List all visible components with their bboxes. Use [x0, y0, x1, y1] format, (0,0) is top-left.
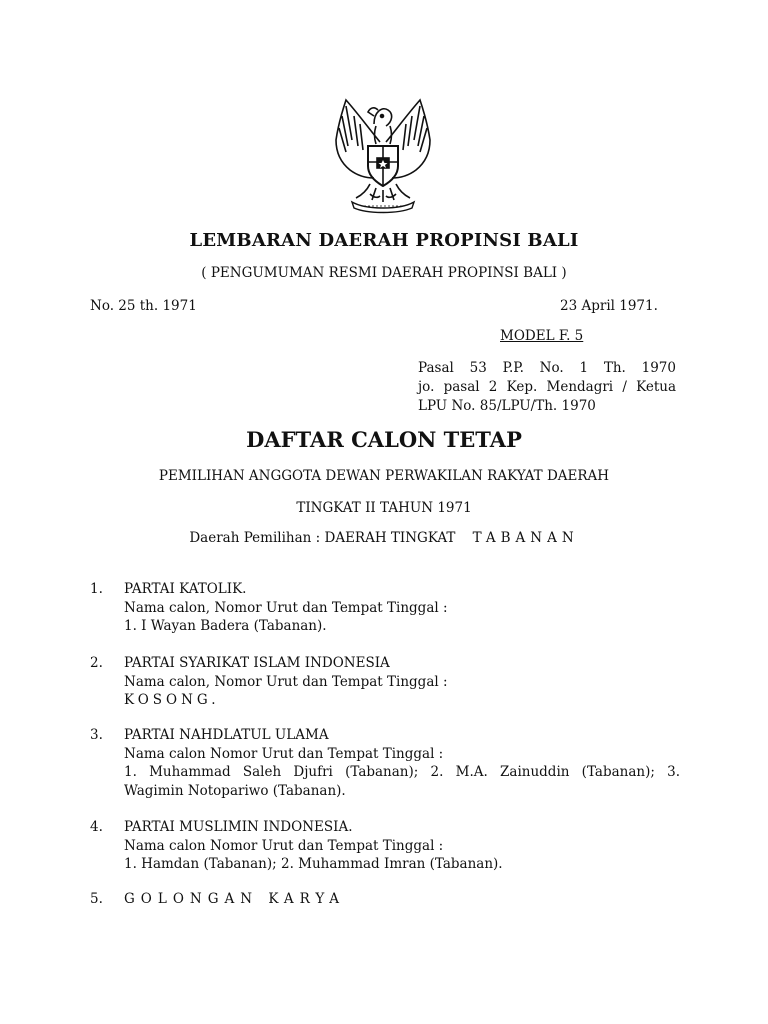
candidate-label: Nama calon, Nomor Urut dan Tempat Tinggal :	[124, 599, 448, 616]
legal-reference	[418, 359, 676, 416]
entry-number: 2.	[90, 655, 103, 671]
candidate-label: Nama calon, Nomor Urut dan Tempat Tinggal :	[124, 673, 448, 690]
party-name: PARTAI NAHDLATUL ULAMA	[124, 727, 329, 743]
entry-number: 1.	[90, 581, 103, 597]
list-item	[90, 580, 680, 636]
entry-number: 5.	[90, 891, 103, 907]
party-name: PARTAI KATOLIK.	[124, 581, 247, 597]
entry-number: 4.	[90, 819, 103, 835]
entry-number: 3.	[90, 727, 103, 743]
list-item	[90, 890, 680, 909]
candidate-line: KOSONG.	[124, 692, 220, 708]
electoral-district	[0, 530, 768, 546]
gazette-number: No. 25 th. 1971	[90, 298, 197, 314]
election-level: TINGKAT II TAHUN 1971	[296, 500, 472, 516]
list-item	[90, 654, 680, 710]
district-prefix: Daerah Pemilihan : DAERAH TINGKAT	[189, 530, 456, 546]
party-name: PARTAI SYARIKAT ISLAM INDONESIA	[124, 655, 390, 671]
main-title: DAFTAR CALON TETAP	[246, 427, 522, 452]
garuda-emblem-icon	[330, 90, 436, 216]
candidate-label: Nama calon Nomor Urut dan Tempat Tinggal :	[124, 837, 444, 854]
legal-line: Pasal 53 P.P. No. 1 Th. 1970	[418, 360, 676, 376]
candidate-line: 1. Hamdan (Tabanan); 2. Muhammad Imran (Tabanan).	[124, 856, 503, 872]
gazette-date: 23 April 1971.	[560, 298, 658, 314]
candidate-line: 1. I Wayan Badera (Tabanan).	[124, 618, 327, 634]
list-item	[90, 818, 680, 874]
list-item	[90, 726, 680, 800]
legal-line: jo. pasal 2 Kep. Mendagri / Ketua	[418, 379, 676, 395]
party-name: PARTAI MUSLIMIN INDONESIA.	[124, 819, 353, 835]
gazette-subtitle: ( PENGUMUMAN RESMI DAERAH PROPINSI BALI )	[201, 265, 567, 281]
election-title: PEMILIHAN ANGGOTA DEWAN PERWAKILAN RAKYAT DAERAH	[158, 468, 610, 484]
model-label: MODEL F. 5	[500, 328, 584, 344]
candidate-line: Wagimin Notopariwo (Tabanan).	[124, 782, 346, 799]
candidate-line: 1. Muhammad Saleh Djufri (Tabanan); 2. M.A. Zainuddin (Tabanan); 3.	[124, 764, 680, 780]
candidate-label: Nama calon Nomor Urut dan Tempat Tinggal :	[124, 745, 444, 762]
district-region: TABANAN	[472, 530, 579, 546]
party-name: GOLONGAN KARYA	[124, 891, 345, 907]
gazette-title: LEMBARAN DAERAH PROPINSI BALI	[189, 230, 579, 251]
legal-line: LPU No. 85/LPU/Th. 1970	[418, 398, 596, 414]
